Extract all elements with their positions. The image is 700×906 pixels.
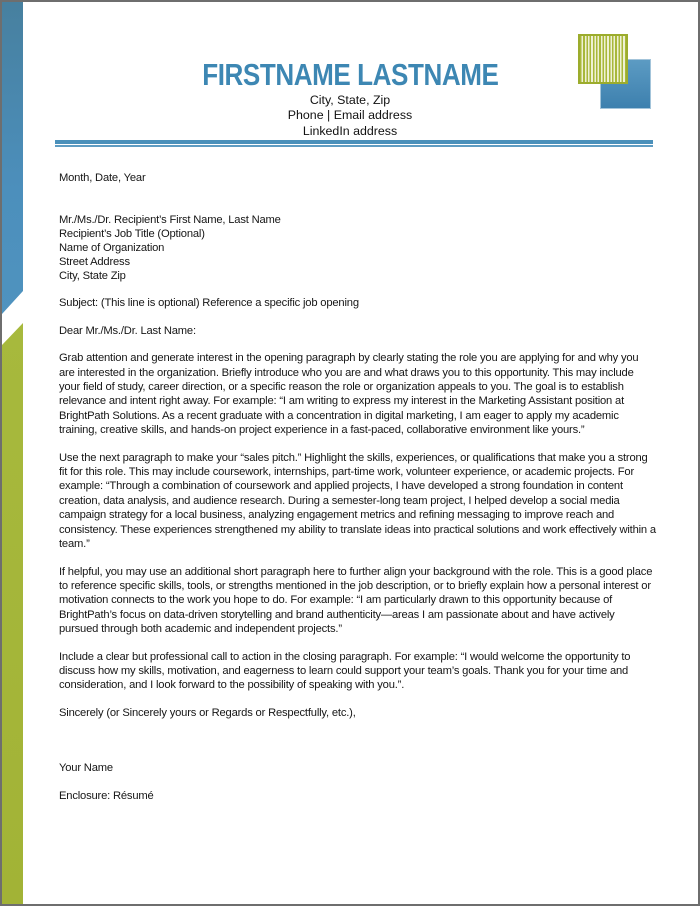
- contact-city-state-zip: City, State, Zip: [309, 93, 391, 108]
- date-line: Month, Date, Year: [59, 172, 146, 184]
- signature-name: Your Name: [59, 762, 113, 775]
- recipient-address-block: [59, 213, 656, 283]
- subject-line: Subject: (This line is optional) Reference a specific job opening: [59, 297, 359, 310]
- body-paragraph-alignment: If helpful, you may use an additional short paragraph here to further align your background with the role. This is a good place to reference specific skills, tools, or strengths mentioned in the job description, or to briefly explain how a personal interest or motivation connects to the work you hope to do. For example: “I am particularly drawn to this opportunity because of BrightPath’s focus on data-driven storytelling and brand authenticity—areas I am passionate about and have actively pursued through both academic and independent projects.”: [59, 565, 653, 636]
- enclosure-line: Enclosure: Résumé: [59, 789, 154, 802]
- body-paragraph-call-to-action: Include a clear but professional call to action in the closing paragraph. For example: “I would welcome the opportunity to discuss how my skills, motivation, and eagerness to learn could support your team’s goals. Thank you for your time and consideration, and I look forward to the possibility of speaking with you.”.: [59, 650, 631, 692]
- letter-body: [59, 171, 656, 816]
- salutation-line: Dear Mr./Ms./Dr. Last Name:: [59, 324, 196, 337]
- person-name: FIRSTNAME LASTNAME: [201, 57, 499, 92]
- contact-info: [2, 93, 698, 139]
- recipient-street-line: Street Address: [59, 256, 130, 269]
- header-divider: [55, 140, 653, 147]
- recipient-organization-line: Name of Organization: [59, 242, 165, 255]
- contact-linkedin: LinkedIn address: [302, 123, 398, 138]
- recipient-name-line: Mr./Ms./Dr. Recipient’s First Name, Last Name: [59, 214, 281, 227]
- body-paragraph-sales-pitch: Use the next paragraph to make your “sales pitch.” Highlight the skills, experiences, or qualifications that make you a strong fit for this role. This may include coursework, internships, part-time work, volunteer experience, or academic projects. For example: “Through a combination of coursework and applied projects, I have developed a strong foundation in content creation, data analysis, and audience research. During a semester-long team project, I helped develop a social media campaign strategy for a local business, analyzing engagement metrics and refining messaging to improve reach and consistency. These experiences strengthened my ability to translate ideas into practical solutions and work effectively within a team.”: [59, 451, 656, 551]
- left-ribbon-green: [2, 323, 23, 904]
- recipient-title-line: Recipient’s Job Title (Optional): [59, 228, 205, 241]
- body-paragraph-opening: Grab attention and generate interest in the opening paragraph by clearly stating the role you are applying for and why you are interested in the organization. Briefly introduce who you are and what draws you to this opportunity. This may include your field of study, career direction, or a specific reason the role or organization appeals to you. The goal is to establish relevance and intent right away. For example: “I am writing to express my interest in the Marketing Assistant position at BrightPath Solutions. As a recent graduate with a concentration in digital marketing, I am eager to apply my academic training, creative skills, and hands-on project experience in a fast-paced, collaborative environment like yours.”: [59, 352, 639, 437]
- divider-thick-rule: [55, 140, 653, 144]
- contact-phone-email: Phone | Email address: [287, 108, 413, 123]
- divider-thin-rule: [55, 145, 653, 147]
- recipient-city-line: City, State Zip: [59, 270, 126, 283]
- closing-line: Sincerely (or Sincerely yours or Regards or Respectfully, etc.),: [59, 706, 356, 719]
- corner-square-striped-green: [578, 34, 628, 84]
